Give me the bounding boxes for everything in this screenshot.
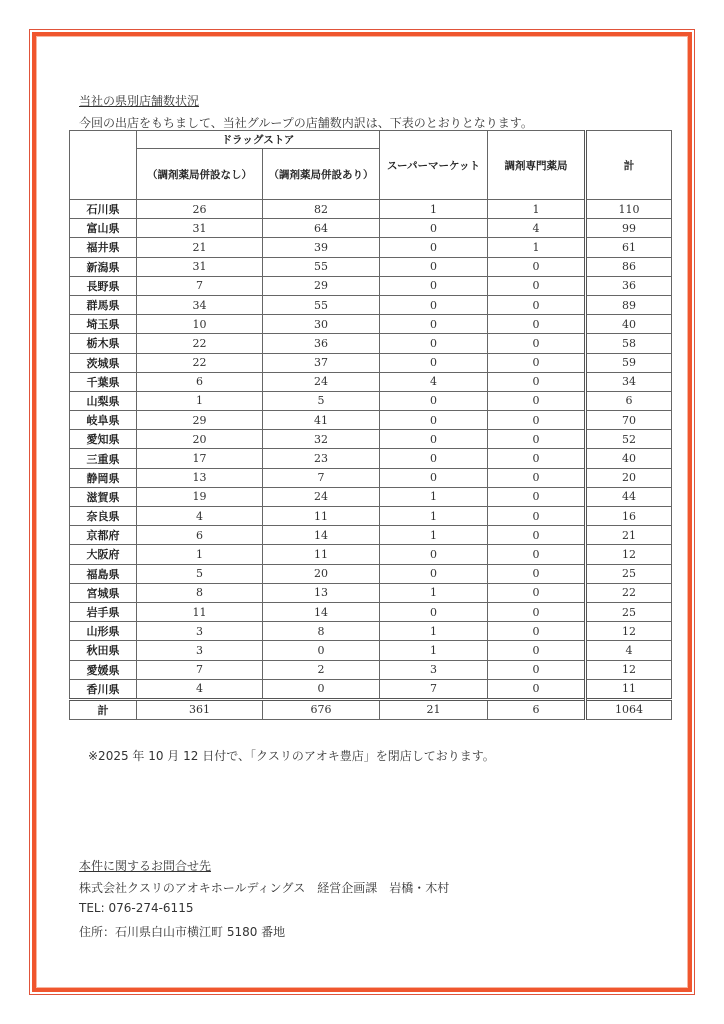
table-row — [70, 315, 672, 334]
count-cell: 55 — [263, 257, 380, 276]
count-cell: 31 — [137, 257, 263, 276]
count-cell: 19 — [137, 487, 263, 506]
count-cell: 3 — [380, 660, 488, 679]
count-cell: 0 — [380, 238, 488, 257]
count-cell: 4 — [380, 372, 488, 391]
prefecture-cell: 秋田県 — [70, 641, 137, 660]
prefecture-cell: 京都府 — [70, 526, 137, 545]
count-cell: 6 — [586, 391, 672, 410]
count-cell: 1 — [380, 526, 488, 545]
prefecture-cell: 長野県 — [70, 276, 137, 295]
count-cell: 23 — [263, 449, 380, 468]
table-row — [70, 468, 672, 487]
header-pharmacy: 調剤専門薬局 — [488, 131, 586, 200]
count-cell: 110 — [586, 200, 672, 219]
count-cell: 0 — [488, 679, 586, 699]
table-row — [70, 200, 672, 219]
count-cell: 1 — [380, 507, 488, 526]
count-cell: 20 — [137, 430, 263, 449]
table-row — [70, 545, 672, 564]
count-cell: 2 — [263, 660, 380, 679]
count-cell: 676 — [263, 699, 380, 719]
table-row — [70, 564, 672, 583]
count-cell: 21 — [137, 238, 263, 257]
count-cell: 0 — [488, 315, 586, 334]
count-cell: 0 — [488, 660, 586, 679]
count-cell: 36 — [263, 334, 380, 353]
count-cell: 4 — [137, 507, 263, 526]
count-cell: 6 — [488, 699, 586, 719]
count-cell: 16 — [586, 507, 672, 526]
count-cell: 20 — [263, 564, 380, 583]
count-cell: 1 — [380, 583, 488, 602]
count-cell: 86 — [586, 257, 672, 276]
count-cell: 44 — [586, 487, 672, 506]
count-cell: 0 — [488, 372, 586, 391]
count-cell: 0 — [488, 507, 586, 526]
prefecture-cell: 福井県 — [70, 238, 137, 257]
prefecture-cell: 静岡県 — [70, 468, 137, 487]
table-row — [70, 411, 672, 430]
prefecture-cell: 愛知県 — [70, 430, 137, 449]
count-cell: 11 — [586, 679, 672, 699]
count-cell: 13 — [137, 468, 263, 487]
table-row — [70, 295, 672, 314]
count-cell: 31 — [137, 219, 263, 238]
prefecture-cell: 大阪府 — [70, 545, 137, 564]
count-cell: 22 — [137, 353, 263, 372]
count-cell: 13 — [263, 583, 380, 602]
count-cell: 0 — [380, 411, 488, 430]
store-count-table — [69, 130, 672, 720]
count-cell: 0 — [263, 679, 380, 699]
count-cell: 58 — [586, 334, 672, 353]
count-cell: 20 — [586, 468, 672, 487]
table-row — [70, 334, 672, 353]
count-cell: 25 — [586, 602, 672, 621]
count-cell: 7 — [263, 468, 380, 487]
table-row — [70, 430, 672, 449]
count-cell: 0 — [380, 315, 488, 334]
count-cell: 99 — [586, 219, 672, 238]
count-cell: 41 — [263, 411, 380, 430]
count-cell: 14 — [263, 526, 380, 545]
prefecture-cell: 奈良県 — [70, 507, 137, 526]
count-cell: 89 — [586, 295, 672, 314]
count-cell: 4 — [586, 641, 672, 660]
count-cell: 29 — [137, 411, 263, 430]
table-row — [70, 257, 672, 276]
count-cell: 8 — [263, 622, 380, 641]
prefecture-cell: 新潟県 — [70, 257, 137, 276]
table-row — [70, 602, 672, 621]
prefecture-cell: 富山県 — [70, 219, 137, 238]
count-cell: 21 — [380, 699, 488, 719]
count-cell: 21 — [586, 526, 672, 545]
prefecture-cell: 三重県 — [70, 449, 137, 468]
count-cell: 22 — [586, 583, 672, 602]
count-cell: 1064 — [586, 699, 672, 719]
table-row — [70, 583, 672, 602]
intro-text: 今回の出店をもちまして、当社グループの店舗数内訳は、下表のとおりとなります。 — [79, 116, 533, 130]
count-cell: 1 — [380, 622, 488, 641]
header-supermarket: スーパーマーケット — [380, 131, 488, 200]
count-cell: 1 — [380, 200, 488, 219]
count-cell: 1 — [137, 545, 263, 564]
count-cell: 0 — [380, 602, 488, 621]
count-cell: 0 — [488, 334, 586, 353]
count-cell: 0 — [488, 545, 586, 564]
count-cell: 0 — [380, 449, 488, 468]
table-row — [70, 507, 672, 526]
count-cell: 24 — [263, 372, 380, 391]
count-cell: 12 — [586, 545, 672, 564]
table-row — [70, 391, 672, 410]
count-cell: 7 — [380, 679, 488, 699]
count-cell: 361 — [137, 699, 263, 719]
count-cell: 30 — [263, 315, 380, 334]
contact-tel: TEL: 076-274-6115 — [79, 901, 194, 915]
count-cell: 5 — [137, 564, 263, 583]
count-cell: 0 — [380, 334, 488, 353]
count-cell: 0 — [488, 430, 586, 449]
header-total: 計 — [586, 131, 672, 200]
prefecture-cell: 愛媛県 — [70, 660, 137, 679]
prefecture-cell: 千葉県 — [70, 372, 137, 391]
prefecture-cell: 宮城県 — [70, 583, 137, 602]
count-cell: 61 — [586, 238, 672, 257]
count-cell: 0 — [488, 468, 586, 487]
table-row — [70, 641, 672, 660]
count-cell: 12 — [586, 622, 672, 641]
count-cell: 22 — [137, 334, 263, 353]
count-cell: 0 — [488, 487, 586, 506]
prefecture-cell: 群馬県 — [70, 295, 137, 314]
count-cell: 0 — [488, 276, 586, 295]
contact-company: 株式会社クスリのアオキホールディングス 経営企画課 岩橋・木村 — [79, 881, 450, 895]
count-cell: 0 — [380, 468, 488, 487]
table-row — [70, 622, 672, 641]
total-row — [70, 699, 672, 719]
section-heading: 当社の県別店舗数状況 — [79, 94, 200, 108]
table-row — [70, 353, 672, 372]
table-row — [70, 487, 672, 506]
count-cell: 36 — [586, 276, 672, 295]
count-cell: 5 — [263, 391, 380, 410]
count-cell: 8 — [137, 583, 263, 602]
count-cell: 0 — [488, 641, 586, 660]
count-cell: 7 — [137, 660, 263, 679]
header-drugstore: ドラッグストア — [137, 131, 380, 149]
count-cell: 29 — [263, 276, 380, 295]
count-cell: 40 — [586, 315, 672, 334]
count-cell: 0 — [380, 430, 488, 449]
count-cell: 34 — [586, 372, 672, 391]
count-cell: 34 — [137, 295, 263, 314]
count-cell: 0 — [380, 353, 488, 372]
count-cell: 1 — [488, 238, 586, 257]
prefecture-cell: 岩手県 — [70, 602, 137, 621]
count-cell: 24 — [263, 487, 380, 506]
count-cell: 0 — [488, 411, 586, 430]
count-cell: 70 — [586, 411, 672, 430]
count-cell: 0 — [488, 353, 586, 372]
count-cell: 82 — [263, 200, 380, 219]
count-cell: 37 — [263, 353, 380, 372]
header-prefecture — [70, 131, 137, 200]
prefecture-cell: 茨城県 — [70, 353, 137, 372]
count-cell: 3 — [137, 641, 263, 660]
prefecture-cell: 香川県 — [70, 679, 137, 699]
count-cell: 25 — [586, 564, 672, 583]
count-cell: 11 — [137, 602, 263, 621]
count-cell: 0 — [488, 622, 586, 641]
count-cell: 1 — [380, 641, 488, 660]
count-cell: 4 — [488, 219, 586, 238]
count-cell: 0 — [488, 295, 586, 314]
count-cell: 26 — [137, 200, 263, 219]
table-row — [70, 372, 672, 391]
table-row — [70, 449, 672, 468]
prefecture-cell: 福島県 — [70, 564, 137, 583]
count-cell: 0 — [488, 583, 586, 602]
count-cell: 0 — [380, 545, 488, 564]
count-cell: 11 — [263, 545, 380, 564]
count-cell: 0 — [488, 564, 586, 583]
prefecture-cell: 岐阜県 — [70, 411, 137, 430]
count-cell: 0 — [380, 257, 488, 276]
count-cell: 0 — [380, 295, 488, 314]
count-cell: 7 — [137, 276, 263, 295]
contact-title: 本件に関するお問合せ先 — [79, 859, 212, 873]
prefecture-cell: 計 — [70, 699, 137, 719]
closure-note: ※2025 年 10 月 12 日付で、「クスリのアオキ豊店」を閉店しております。 — [88, 749, 495, 763]
prefecture-cell: 石川県 — [70, 200, 137, 219]
count-cell: 0 — [488, 602, 586, 621]
prefecture-cell: 滋賀県 — [70, 487, 137, 506]
count-cell: 52 — [586, 430, 672, 449]
count-cell: 0 — [488, 257, 586, 276]
count-cell: 32 — [263, 430, 380, 449]
count-cell: 0 — [380, 276, 488, 295]
contact-address: 住所：石川県白山市横江町 5180 番地 — [79, 925, 286, 939]
header-drugstore-no-pharmacy: （調剤薬局併設なし） — [137, 149, 263, 200]
table-row — [70, 660, 672, 679]
count-cell: 0 — [488, 449, 586, 468]
count-cell: 0 — [488, 391, 586, 410]
count-cell: 0 — [380, 564, 488, 583]
table-row — [70, 219, 672, 238]
count-cell: 0 — [380, 391, 488, 410]
prefecture-cell: 栃木県 — [70, 334, 137, 353]
count-cell: 4 — [137, 679, 263, 699]
count-cell: 6 — [137, 526, 263, 545]
count-cell: 1 — [380, 487, 488, 506]
table-row — [70, 679, 672, 699]
table-row — [70, 238, 672, 257]
count-cell: 1 — [488, 200, 586, 219]
count-cell: 0 — [488, 526, 586, 545]
count-cell: 17 — [137, 449, 263, 468]
header-drugstore-with-pharmacy: （調剤薬局併設あり） — [263, 149, 380, 200]
count-cell: 14 — [263, 602, 380, 621]
count-cell: 39 — [263, 238, 380, 257]
table-row — [70, 276, 672, 295]
count-cell: 0 — [263, 641, 380, 660]
count-cell: 11 — [263, 507, 380, 526]
count-cell: 10 — [137, 315, 263, 334]
count-cell: 1 — [137, 391, 263, 410]
prefecture-cell: 埼玉県 — [70, 315, 137, 334]
count-cell: 3 — [137, 622, 263, 641]
count-cell: 12 — [586, 660, 672, 679]
count-cell: 64 — [263, 219, 380, 238]
count-cell: 0 — [380, 219, 488, 238]
prefecture-cell: 山形県 — [70, 622, 137, 641]
prefecture-cell: 山梨県 — [70, 391, 137, 410]
count-cell: 40 — [586, 449, 672, 468]
count-cell: 59 — [586, 353, 672, 372]
count-cell: 55 — [263, 295, 380, 314]
count-cell: 6 — [137, 372, 263, 391]
table-row — [70, 526, 672, 545]
